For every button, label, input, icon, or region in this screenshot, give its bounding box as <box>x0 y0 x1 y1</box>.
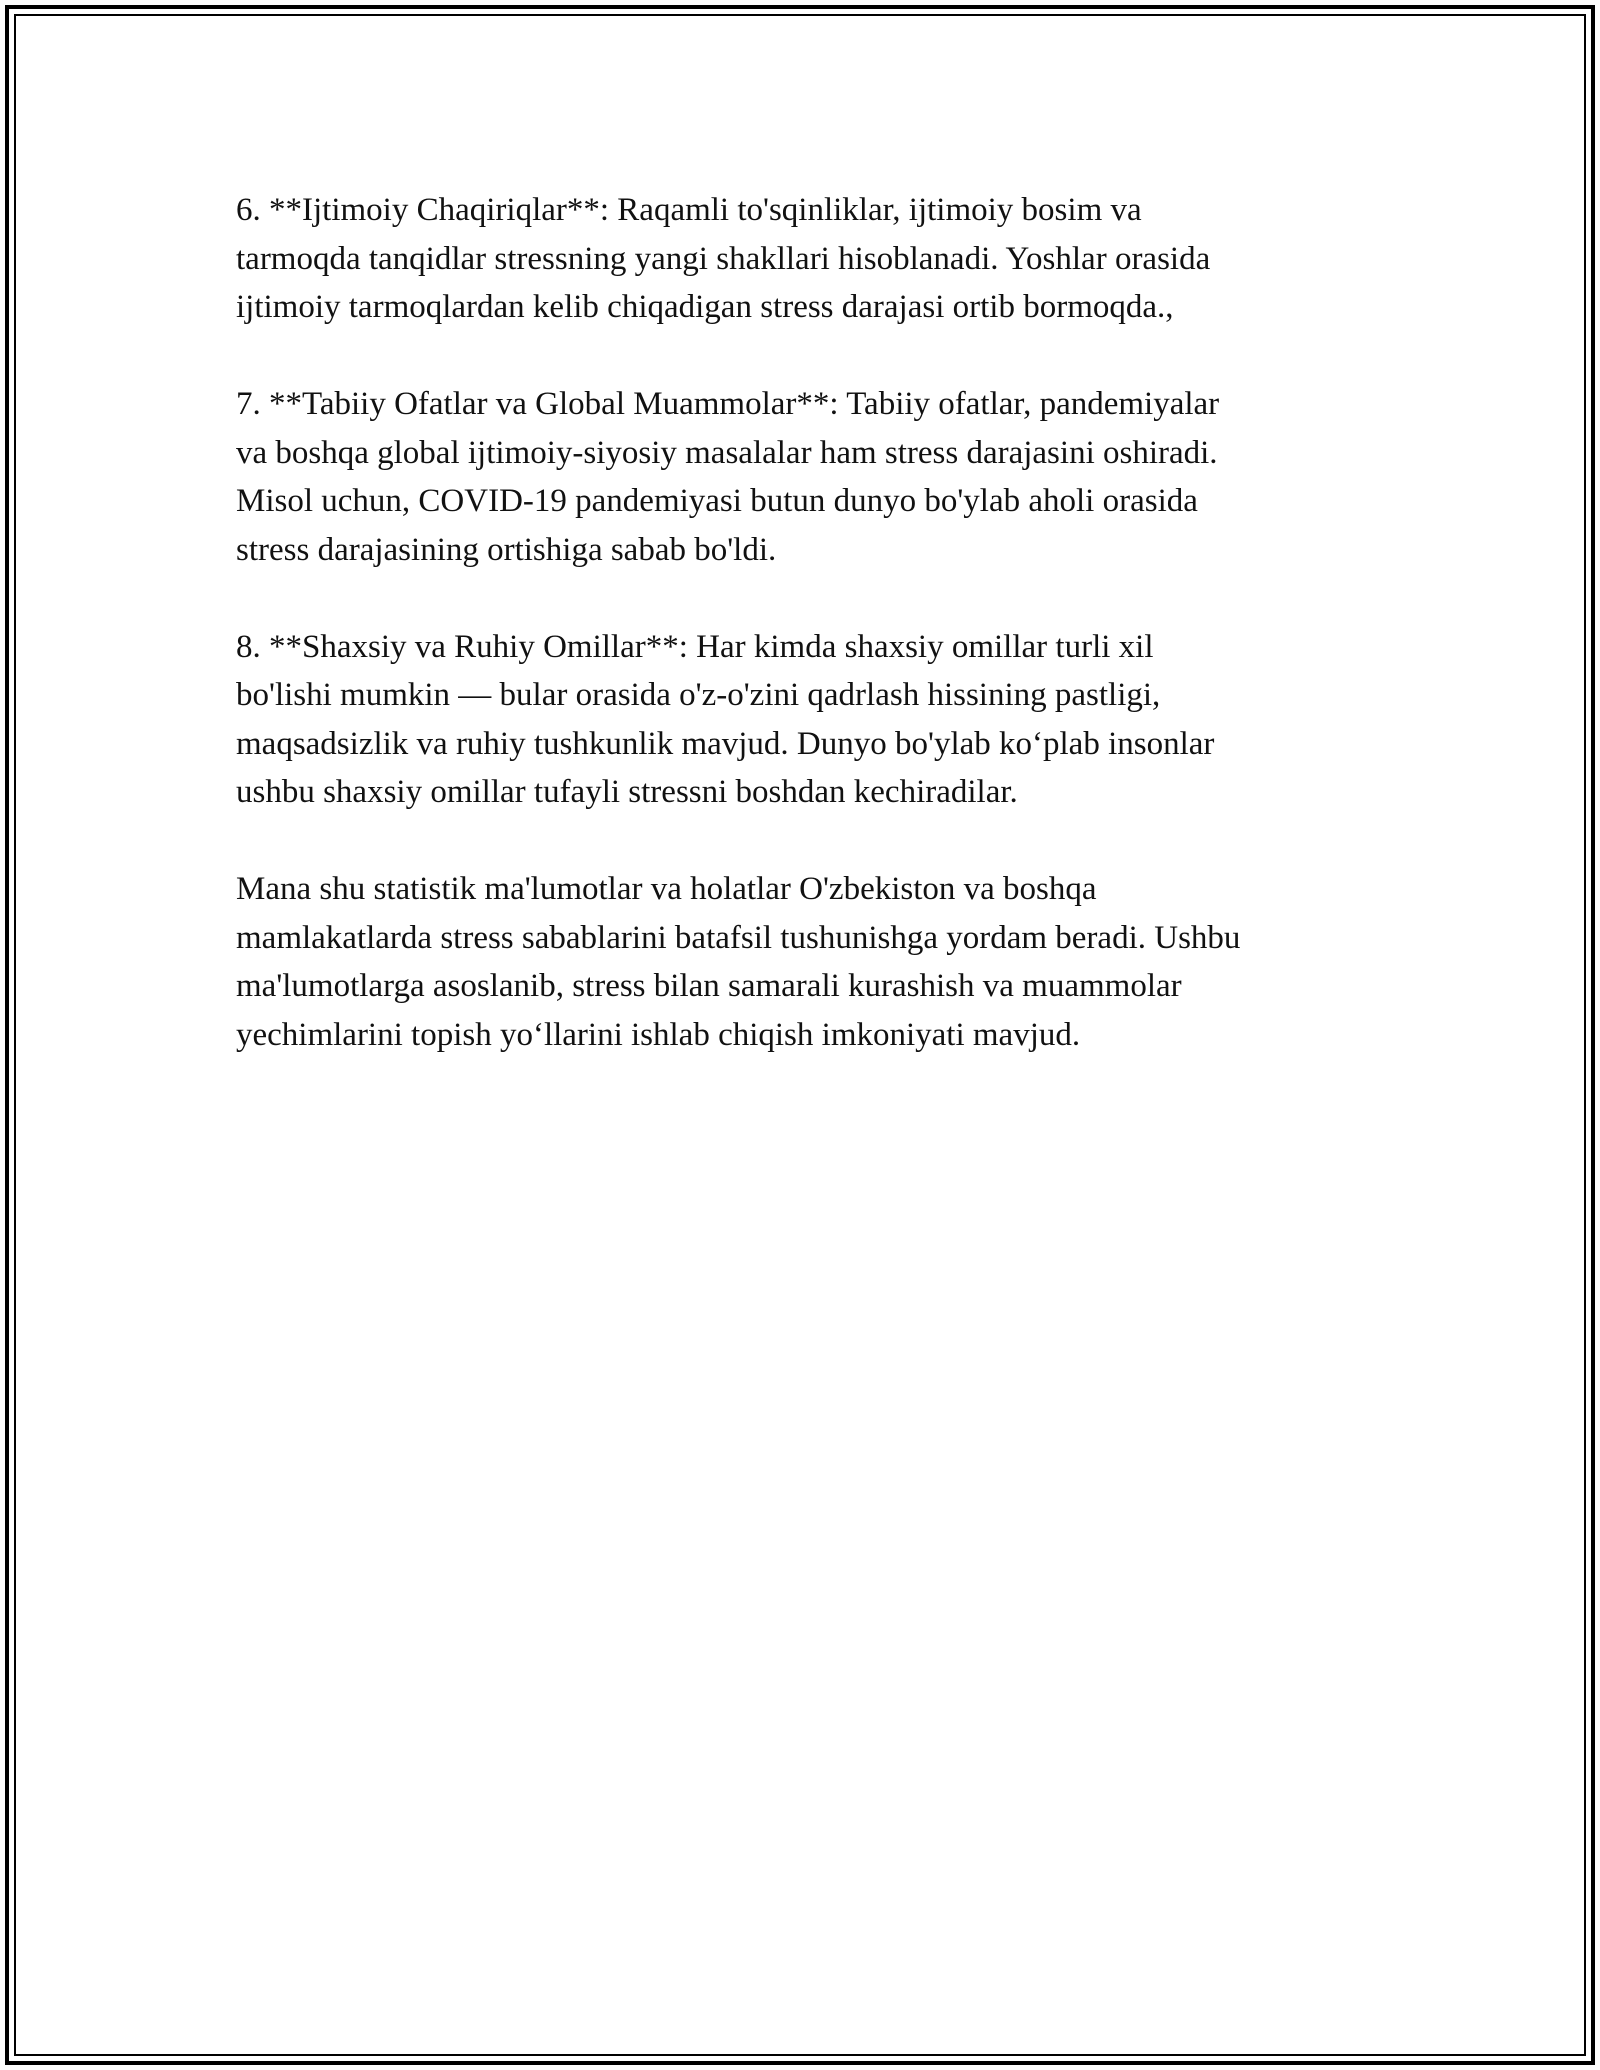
paragraph-social-challenges: 6. **Ijtimoiy Chaqiriqlar**: Raqamli to'sqinliklar, ijtimoiy bosim va tarmoqda tanqidlar stressning yangi shakllari hisoblanadi. Yoshlar orasida ijtimoiy tarmoqlardan kelib chiqadigan stress darajasi ortib bormoqda., <box>236 192 1211 325</box>
paragraph-conclusion: Mana shu statistik ma'lumotlar va holatlar O'zbekiston va boshqa mamlakatlarda stress sabablarini batafsil tushunishga yordam beradi. Ushbu ma'lumotlarga asoslanib, stress bilan samarali kurashish va muammolar yechimlarini topish yo‘llarini ishlab chiqish imkoniyati mavjud. <box>236 871 1241 1053</box>
paragraph-natural-disasters: 7. **Tabiiy Ofatlar va Global Muammolar**: Tabiiy ofatlar, pandemiyalar va boshqa global ijtimoiy-siyosiy masalalar ham stress darajasini oshiradi. Misol uchun, COVID-19 pandemiyasi butun dunyo bo'ylab aholi orasida stress darajasining ortishiga sabab bo'ldi. <box>236 386 1220 568</box>
paragraph-personal-factors: 8. **Shaxsiy va Ruhiy Omillar**: Har kimda shaxsiy omillar turli xil bo'lishi mumkin — bular orasida o'z-o'zini qadrlash hissining pastligi, maqsadsizlik va ruhiy tushkunlik mavjud. Dunyo bo'ylab ko‘plab insonlar ushbu shaxsiy omillar tufayli stressni boshdan kechiradilar. <box>236 628 1215 810</box>
document-body <box>236 186 1376 1108</box>
